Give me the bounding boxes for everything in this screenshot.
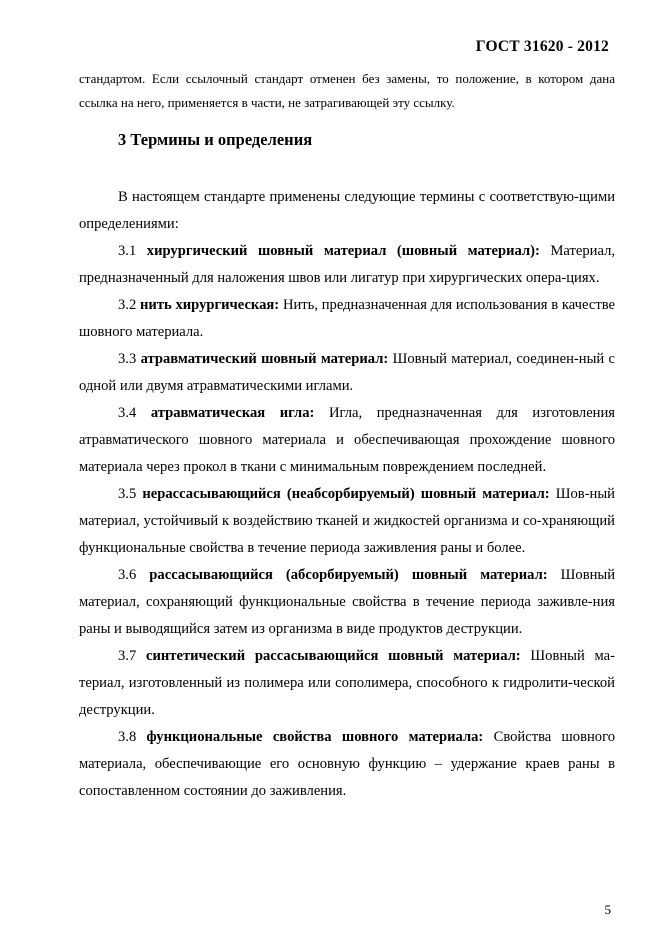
term-number: 3.8 (118, 729, 137, 745)
term-entry (79, 238, 615, 292)
term-name: хирургический шовный материал (шовный материал): (146, 243, 540, 259)
term-entry (79, 562, 615, 643)
page-number: 5 (604, 902, 611, 917)
term-name: нить хирургическая: (140, 297, 280, 313)
term-entry (79, 346, 615, 400)
section-title: 3 Термины и определения (118, 130, 313, 149)
term-definition: Игла, предназначенная для изготовления атравматического шовного материала и обеспечивающая прохождение шовного материала через прокол в ткани с минимальным повреждением последней. (79, 405, 616, 475)
term-number: 3.2 (118, 297, 137, 313)
term-name: синтетический рассасывающийся шовный материал: (146, 648, 521, 664)
term-number: 3.7 (118, 648, 137, 664)
term-definition: Материал, предназначенный для наложения швов или лигатур при хирургических опера-циях. (79, 243, 616, 286)
term-number: 3.4 (118, 405, 137, 421)
section-body (79, 184, 615, 805)
term-entry (79, 292, 615, 346)
intro-paragraph: стандартом. Если ссылочный стандарт отменен без замены, то положение, в котором дана ссылка на него, применяется в части, не затрагивающей эту ссылку. (79, 71, 615, 110)
lead-paragraph: В настоящем стандарте применены следующие термины с соответствую-щими определениями: (79, 189, 615, 232)
term-entry (79, 481, 615, 562)
term-entry (79, 724, 615, 805)
term-definition: Шов-ный материал, устойчивый к воздействию тканей и жидкостей организма и со-храняющий функциональные свойства в течение периода заживления раны и более. (79, 486, 615, 556)
term-number: 3.6 (118, 567, 137, 583)
term-entry (79, 400, 615, 481)
term-definition: Шовный материал, сохраняющий функциональные свойства в течение периода заживле-ния раны и выводящийся затем из организма в виде продуктов деструкции. (79, 567, 616, 637)
term-number: 3.1 (118, 243, 137, 259)
term-number: 3.5 (118, 486, 137, 502)
term-definition: Нить, предназначенная для использования в качестве шовного материала. (79, 297, 615, 340)
term-definition: Свойства шовного материала, обеспечивающие его основную функцию – удержание краев раны в сопоставленном состоянии до заживления. (79, 729, 615, 799)
term-definition: Шовный ма-териал, изготовленный из полимера или сополимера, способного к гидролити-ческой деструкции. (79, 648, 615, 718)
document-header: ГОСТ 31620 - 2012 (475, 38, 609, 55)
term-name: атравматический шовный материал: (140, 351, 389, 367)
term-name: атравматическая игла: (150, 405, 315, 421)
term-definition: Шовный материал, соединен-ный с одной или двумя атравматическими иглами. (79, 351, 615, 394)
term-name: рассасывающийся (абсорбируемый) шовный материал: (149, 567, 548, 583)
term-name: функциональные свойства шовного материала: (146, 729, 484, 745)
term-number: 3.3 (118, 351, 137, 367)
term-name: нерассасывающийся (неабсорбируемый) шовный материал: (142, 486, 550, 502)
term-entry (79, 643, 615, 724)
